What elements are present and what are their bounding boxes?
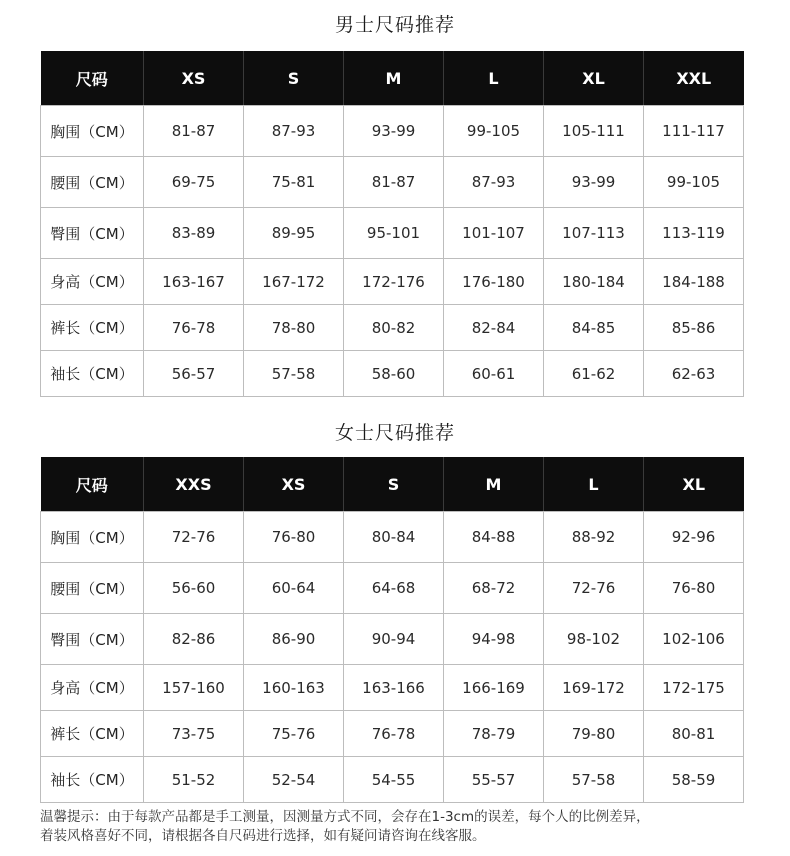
table-cell: 113-119: [644, 208, 744, 259]
table-cell: 107-113: [544, 208, 644, 259]
size-note-line-1: 温馨提示：由于每款产品都是手工测量，因测量方式不同，会存在1-3cm的误差，每个人的比例差异，: [40, 809, 650, 825]
men-header-cell: XS: [144, 51, 244, 106]
table-cell: 172-176: [344, 259, 444, 305]
table-cell: 76-78: [344, 711, 444, 757]
table-cell: 68-72: [444, 563, 544, 614]
table-cell: 169-172: [544, 665, 644, 711]
table-cell: 81-87: [144, 106, 244, 157]
table-cell: 93-99: [544, 157, 644, 208]
row-label: 身高（CM）: [41, 665, 144, 711]
women-header-cell: XS: [244, 457, 344, 512]
table-cell: 56-57: [144, 351, 244, 397]
table-cell: 95-101: [344, 208, 444, 259]
row-label: 腰围（CM）: [41, 563, 144, 614]
table-cell: 102-106: [644, 614, 744, 665]
women-header-cell: L: [544, 457, 644, 512]
table-cell: 61-62: [544, 351, 644, 397]
table-row: [41, 157, 744, 208]
table-cell: 69-75: [144, 157, 244, 208]
row-label: 身高（CM）: [41, 259, 144, 305]
women-header-cell: XXS: [144, 457, 244, 512]
women-header-row: [41, 457, 744, 512]
table-cell: 82-86: [144, 614, 244, 665]
table-cell: 55-57: [444, 757, 544, 803]
table-cell: 78-79: [444, 711, 544, 757]
men-header-row: [41, 51, 744, 106]
table-cell: 172-175: [644, 665, 744, 711]
table-cell: 75-81: [244, 157, 344, 208]
table-cell: 76-80: [644, 563, 744, 614]
row-label: 腰围（CM）: [41, 157, 144, 208]
table-cell: 60-61: [444, 351, 544, 397]
row-label: 裤长（CM）: [41, 305, 144, 351]
women-size-title: 女士尺码推荐: [334, 422, 455, 444]
men-header-size-label: 尺码: [41, 51, 144, 106]
women-header-cell: M: [444, 457, 544, 512]
men-size-title: 男士尺码推荐: [334, 14, 455, 36]
table-cell: 80-82: [344, 305, 444, 351]
table-row: [41, 106, 744, 157]
women-header-cell: S: [344, 457, 444, 512]
table-row: [41, 757, 744, 803]
table-cell: 157-160: [144, 665, 244, 711]
table-cell: 58-59: [644, 757, 744, 803]
table-cell: 79-80: [544, 711, 644, 757]
table-cell: 76-78: [144, 305, 244, 351]
men-header-cell: L: [444, 51, 544, 106]
women-size-table: [40, 457, 744, 803]
table-cell: 85-86: [644, 305, 744, 351]
table-cell: 64-68: [344, 563, 444, 614]
table-cell: 94-98: [444, 614, 544, 665]
row-label: 臀围（CM）: [41, 614, 144, 665]
table-cell: 83-89: [144, 208, 244, 259]
table-cell: 81-87: [344, 157, 444, 208]
table-cell: 57-58: [244, 351, 344, 397]
table-cell: 60-64: [244, 563, 344, 614]
table-row: [41, 614, 744, 665]
table-cell: 56-60: [144, 563, 244, 614]
table-cell: 163-167: [144, 259, 244, 305]
row-label: 裤长（CM）: [41, 711, 144, 757]
table-cell: 92-96: [644, 512, 744, 563]
table-cell: 73-75: [144, 711, 244, 757]
table-cell: 72-76: [144, 512, 244, 563]
table-row: [41, 563, 744, 614]
table-row: [41, 208, 744, 259]
row-label: 臀围（CM）: [41, 208, 144, 259]
table-cell: 99-105: [444, 106, 544, 157]
table-cell: 80-84: [344, 512, 444, 563]
men-header-cell: XL: [544, 51, 644, 106]
table-cell: 184-188: [644, 259, 744, 305]
row-label: 袖长（CM）: [41, 757, 144, 803]
row-label: 胸围（CM）: [41, 512, 144, 563]
table-cell: 80-81: [644, 711, 744, 757]
table-cell: 111-117: [644, 106, 744, 157]
table-cell: 62-63: [644, 351, 744, 397]
table-cell: 57-58: [544, 757, 644, 803]
table-cell: 78-80: [244, 305, 344, 351]
table-cell: 51-52: [144, 757, 244, 803]
men-header-cell: S: [244, 51, 344, 106]
table-cell: 82-84: [444, 305, 544, 351]
table-cell: 180-184: [544, 259, 644, 305]
table-cell: 54-55: [344, 757, 444, 803]
table-row: [41, 711, 744, 757]
table-cell: 72-76: [544, 563, 644, 614]
table-cell: 84-88: [444, 512, 544, 563]
table-cell: 163-166: [344, 665, 444, 711]
table-cell: 88-92: [544, 512, 644, 563]
table-cell: 105-111: [544, 106, 644, 157]
table-cell: 87-93: [244, 106, 344, 157]
table-cell: 75-76: [244, 711, 344, 757]
table-row: [41, 305, 744, 351]
size-note: [40, 808, 760, 846]
table-cell: 99-105: [644, 157, 744, 208]
table-cell: 167-172: [244, 259, 344, 305]
table-cell: 176-180: [444, 259, 544, 305]
table-cell: 87-93: [444, 157, 544, 208]
table-cell: 98-102: [544, 614, 644, 665]
row-label: 袖长（CM）: [41, 351, 144, 397]
table-cell: 90-94: [344, 614, 444, 665]
table-row: [41, 512, 744, 563]
table-cell: 86-90: [244, 614, 344, 665]
table-cell: 52-54: [244, 757, 344, 803]
men-size-table: [40, 51, 744, 397]
table-cell: 93-99: [344, 106, 444, 157]
table-row: [41, 665, 744, 711]
table-cell: 76-80: [244, 512, 344, 563]
size-note-line-2: 着装风格喜好不同，请根据各自尺码进行选择，如有疑问请咨询在线客服。: [40, 828, 486, 844]
men-header-cell: M: [344, 51, 444, 106]
table-row: [41, 259, 744, 305]
table-cell: 160-163: [244, 665, 344, 711]
table-cell: 89-95: [244, 208, 344, 259]
table-row: [41, 351, 744, 397]
women-header-size-label: 尺码: [41, 457, 144, 512]
table-cell: 166-169: [444, 665, 544, 711]
men-header-cell: XXL: [644, 51, 744, 106]
women-header-cell: XL: [644, 457, 744, 512]
table-cell: 58-60: [344, 351, 444, 397]
row-label: 胸围（CM）: [41, 106, 144, 157]
table-cell: 101-107: [444, 208, 544, 259]
table-cell: 84-85: [544, 305, 644, 351]
